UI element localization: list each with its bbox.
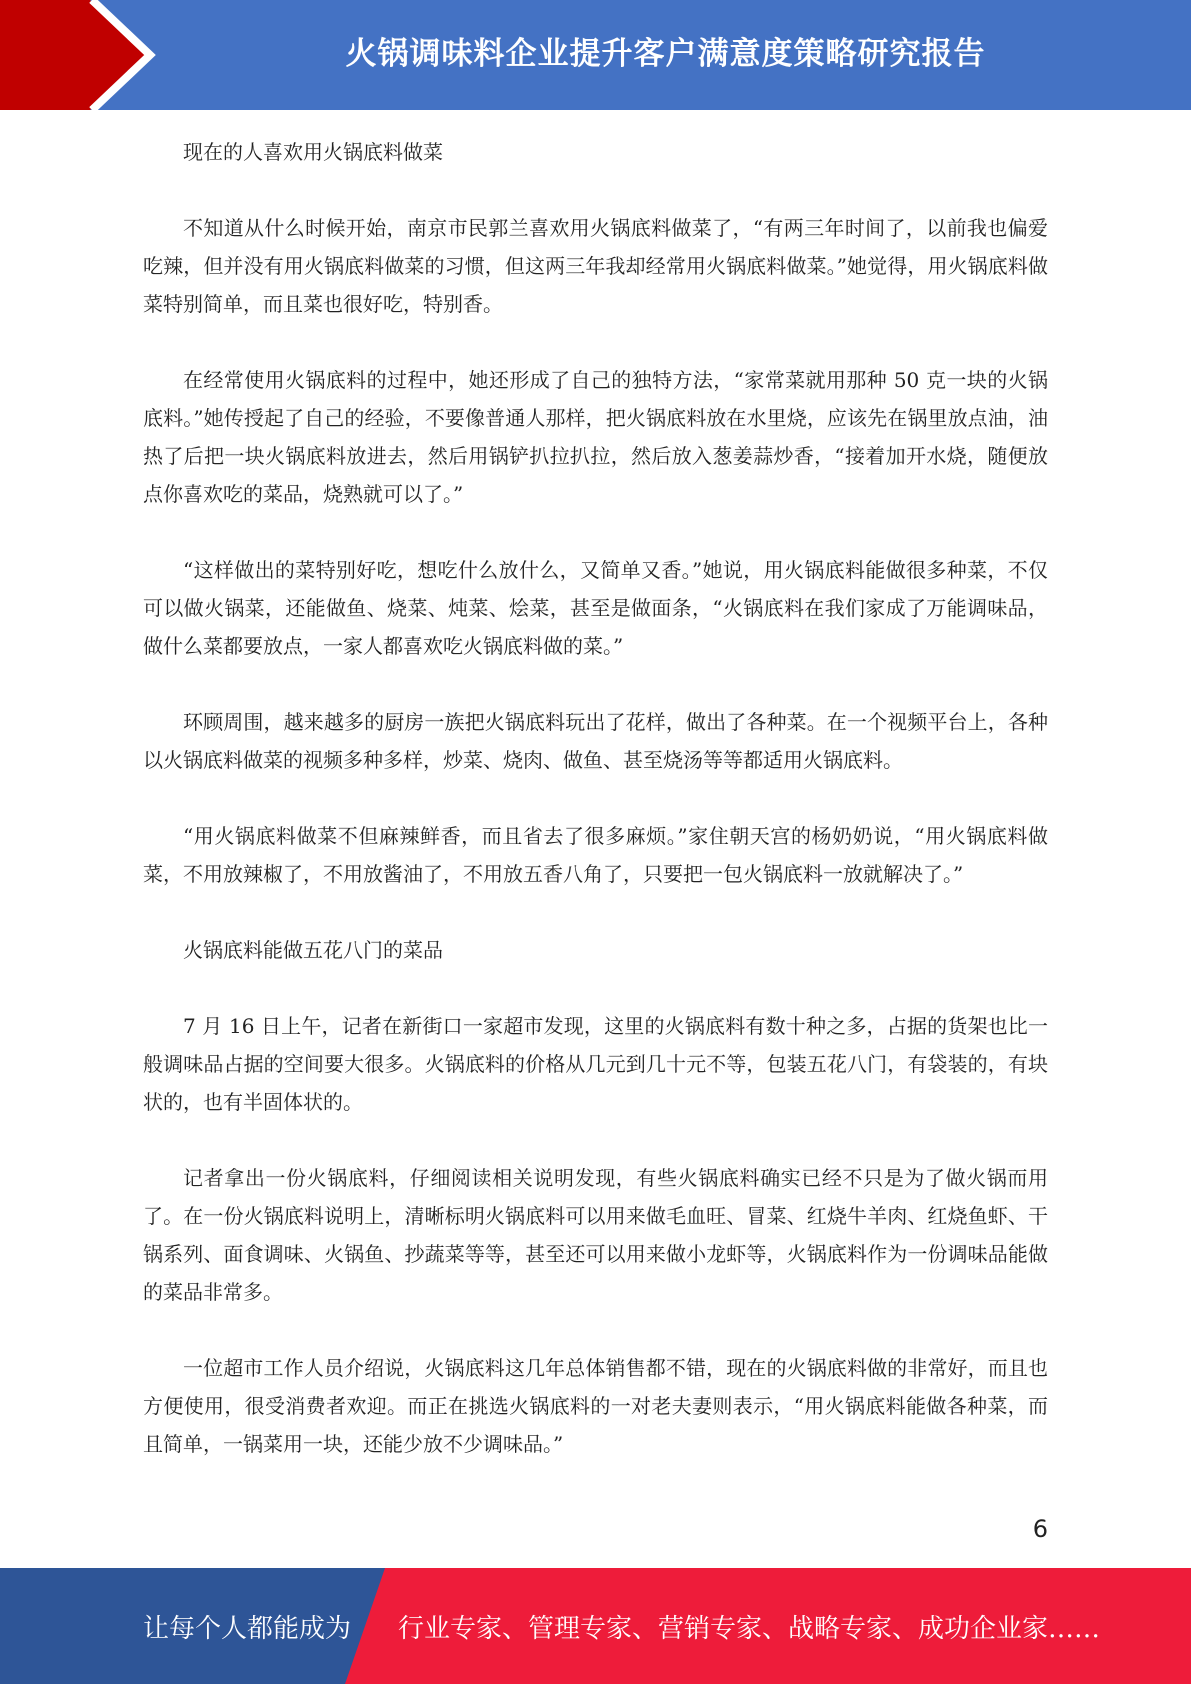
footer-bar [0,1568,1191,1684]
paragraph: 一位超市工作人员介绍说，火锅底料这几年总体销售都不错，现在的火锅底料做的非常好，而且也方便使用，很受消费者欢迎。而正在挑选火锅底料的一对老夫妻则表示，“用火锅底料能做各种菜，而且简单，一锅菜用一块，还能少放不少调味品。” [143,1356,1048,1456]
page-number: 6 [1032,1515,1048,1543]
report-title: 火锅调味料企业提升客户满意度策略研究报告 [345,35,986,72]
paragraph: 7 月 16 日上午，记者在新街口一家超市发现，这里的火锅底料有数十种之多，占据的货架也比一般调味品占据的空间要大很多。火锅底料的价格从几元到几十元不等，包装五花八门，有袋装的，有块状的，也有半固体状的。 [143,1014,1048,1114]
chevron-decoration [0,0,160,110]
article-body [143,133,1048,1501]
section-heading: 现在的人喜欢用火锅底料做菜 [183,140,443,164]
section-heading: 火锅底料能做五花八门的菜品 [183,938,443,962]
paragraph: 在经常使用火锅底料的过程中，她还形成了自己的独特方法，“家常菜就用那种 50 克一块的火锅底料。”她传授起了自己的经验，不要像普通人那样，把火锅底料放在水里烧，应该先在锅里放点油，油热了后把一块火锅底料放进去，然后用锅铲扒拉扒拉，然后放入葱姜蒜炒香，“接着加开水烧，随便放点你喜欢吃的菜品，烧熟就可以了。” [143,368,1048,506]
footer-slogan-left: 让每个人都能成为 [143,1613,352,1644]
header-bar [0,0,1191,110]
paragraph: “这样做出的菜特别好吃，想吃什么放什么，又简单又香。”她说，用火锅底料能做很多种菜，不仅可以做火锅菜，还能做鱼、烧菜、炖菜、烩菜，甚至是做面条，“火锅底料在我们家成了万能调味品，做什么菜都要放点，一家人都喜欢吃火锅底料做的菜。” [143,558,1048,658]
paragraph: 记者拿出一份火锅底料，仔细阅读相关说明发现，有些火锅底料确实已经不只是为了做火锅而用了。在一份火锅底料说明上，清晰标明火锅底料可以用来做毛血旺、冒菜、红烧牛羊肉、红烧鱼虾、干锅系列、面食调味、火锅鱼、抄蔬菜等等，甚至还可以用来做小龙虾等，火锅底料作为一份调味品能做的菜品非常多。 [143,1166,1048,1304]
paragraph: “用火锅底料做菜不但麻辣鲜香，而且省去了很多麻烦。”家住朝天宫的杨奶奶说，“用火锅底料做菜，不用放辣椒了，不用放酱油了，不用放五香八角了，只要把一包火锅底料一放就解决了。” [143,824,1048,886]
paragraph: 环顾周围，越来越多的厨房一族把火锅底料玩出了花样，做出了各种菜。在一个视频平台上，各种以火锅底料做菜的视频多种多样，炒菜、烧肉、做鱼、甚至烧汤等等都适用火锅底料。 [143,710,1048,772]
footer-slogan-right: 行业专家、管理专家、营销专家、战略专家、成功企业家…… [398,1613,1101,1644]
paragraph: 不知道从什么时候开始，南京市民郭兰喜欢用火锅底料做菜了，“有两三年时间了，以前我也偏爱吃辣，但并没有用火锅底料做菜的习惯，但这两三年我却经常用火锅底料做菜。”她觉得，用火锅底料做菜特别简单，而且菜也很好吃，特别香。 [143,216,1048,316]
